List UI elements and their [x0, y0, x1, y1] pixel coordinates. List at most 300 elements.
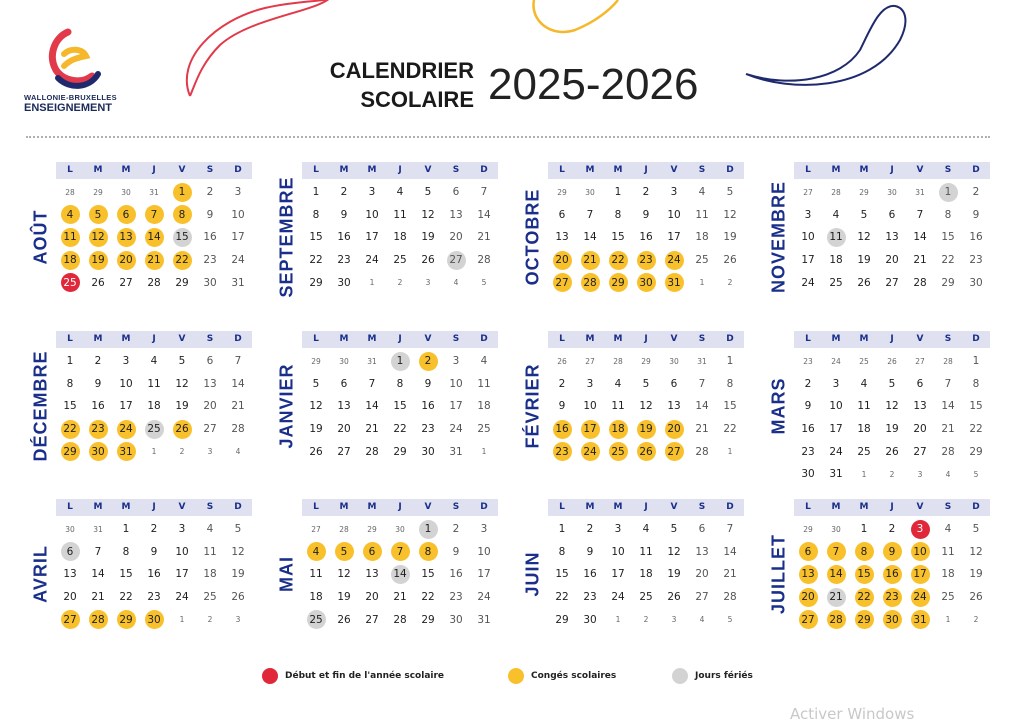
day-number: 11: [203, 545, 217, 558]
day-number: 1: [615, 615, 621, 625]
day-cell: [168, 563, 196, 586]
day-cell: [688, 440, 716, 463]
day-cell: [688, 395, 716, 418]
day-number: 20: [117, 251, 136, 270]
adjacent-month-day: [196, 608, 224, 631]
day-cell: [576, 586, 604, 609]
day-cell: [442, 249, 470, 272]
day-cell: [716, 563, 744, 586]
day-number: 20: [695, 568, 709, 581]
day-number: 6: [799, 542, 818, 561]
day-number: 11: [827, 228, 846, 247]
day-cell: [414, 350, 442, 373]
day-number: 21: [365, 423, 379, 436]
weekday-label: D: [726, 502, 734, 512]
day-number: 27: [203, 423, 217, 436]
day-number: 7: [916, 208, 924, 221]
day-cell: [906, 373, 934, 396]
day-number: 18: [609, 420, 628, 439]
day-cell: [576, 608, 604, 631]
day-number: 7: [145, 205, 164, 224]
day-number: 21: [581, 251, 600, 270]
day-number: 15: [855, 565, 874, 584]
day-number: 31: [665, 273, 684, 292]
weekday-label: D: [234, 502, 242, 512]
day-number: 28: [231, 423, 245, 436]
day-cell: [850, 271, 878, 294]
day-cell: [358, 608, 386, 631]
day-cell: [822, 541, 850, 564]
day-cell: [688, 249, 716, 272]
day-number: 10: [119, 377, 133, 390]
day-number: 13: [63, 568, 77, 581]
month-name-label: AVRIL: [30, 545, 51, 603]
day-cell: [386, 181, 414, 204]
month-novembre: [766, 162, 1012, 312]
day-number: 25: [941, 591, 955, 604]
day-cell: [962, 350, 990, 373]
day-cell: [330, 440, 358, 463]
day-cell: [878, 608, 906, 631]
day-number: 9: [340, 208, 348, 221]
month-name: [766, 499, 792, 649]
day-number: 1: [179, 615, 185, 625]
day-cell: [548, 418, 576, 441]
day-number: 12: [723, 208, 737, 221]
day-number: 9: [972, 208, 980, 221]
day-cell: [850, 418, 878, 441]
day-cell: [548, 226, 576, 249]
month-name: [28, 499, 54, 649]
day-number: 29: [61, 442, 80, 461]
day-number: 20: [337, 423, 351, 436]
day-cell: [822, 204, 850, 227]
month-janvier: [274, 331, 520, 481]
weekday-label: M: [585, 502, 595, 512]
day-cell: [112, 226, 140, 249]
day-cell: [632, 541, 660, 564]
day-cell: [934, 586, 962, 609]
day-number: 28: [393, 613, 407, 626]
day-number: 4: [698, 186, 706, 199]
day-cell: [660, 249, 688, 272]
day-number: 27: [803, 187, 813, 197]
day-number: 8: [614, 208, 622, 221]
weekday-label: D: [480, 334, 488, 344]
day-number: 29: [309, 276, 323, 289]
day-number: 6: [61, 542, 80, 561]
day-number: 10: [365, 208, 379, 221]
day-number: 18: [477, 400, 491, 413]
day-number: 20: [63, 591, 77, 604]
weekday-label: V: [670, 165, 678, 175]
day-cell: [196, 271, 224, 294]
day-cell: [386, 226, 414, 249]
day-number: 5: [424, 186, 432, 199]
day-number: 30: [969, 276, 983, 289]
day-number: 1: [151, 447, 157, 457]
day-number: 23: [583, 591, 597, 604]
day-number: 27: [337, 445, 351, 458]
adjacent-month-day: [302, 518, 330, 541]
day-cell: [688, 373, 716, 396]
day-cell: [140, 608, 168, 631]
day-number: 5: [335, 542, 354, 561]
day-number: 17: [911, 565, 930, 584]
day-cell: [548, 373, 576, 396]
day-cell: [794, 608, 822, 631]
legend-conges: [508, 668, 616, 684]
day-number: 5: [234, 523, 242, 536]
day-number: 3: [670, 186, 678, 199]
day-number: 9: [150, 545, 158, 558]
day-cell: [548, 440, 576, 463]
day-grid: [548, 518, 744, 631]
day-number: 15: [173, 228, 192, 247]
day-number: 22: [609, 251, 628, 270]
day-number: 8: [173, 205, 192, 224]
day-cell: [604, 181, 632, 204]
day-number: 17: [175, 568, 189, 581]
day-number: 8: [419, 542, 438, 561]
day-number: 12: [857, 231, 871, 244]
day-cell: [140, 226, 168, 249]
day-number: 13: [337, 400, 351, 413]
day-grid: [548, 350, 744, 463]
day-grid: [794, 518, 990, 631]
day-number: 20: [885, 254, 899, 267]
weekday-label: L: [67, 334, 73, 344]
day-number: 13: [913, 400, 927, 413]
day-cell: [442, 418, 470, 441]
day-cell: [688, 518, 716, 541]
day-cell: [688, 563, 716, 586]
month-name-label: NOVEMBRE: [768, 180, 789, 294]
day-number: 4: [642, 523, 650, 536]
day-cell: [196, 350, 224, 373]
day-number: 12: [175, 377, 189, 390]
month-name: [520, 162, 546, 312]
day-cell: [386, 586, 414, 609]
day-cell: [716, 204, 744, 227]
day-number: 11: [857, 400, 871, 413]
day-number: 26: [969, 591, 983, 604]
day-grid: [302, 181, 498, 294]
day-cell: [604, 395, 632, 418]
day-number: 7: [94, 545, 102, 558]
day-cell: [140, 204, 168, 227]
day-cell: [576, 440, 604, 463]
month-name-label: SEPTEMBRE: [276, 176, 297, 298]
day-number: 16: [203, 231, 217, 244]
day-cell: [906, 440, 934, 463]
day-number: 12: [969, 545, 983, 558]
day-cell: [632, 440, 660, 463]
legend-label: Congés scolaires: [531, 671, 617, 681]
day-cell: [850, 226, 878, 249]
day-number: 2: [727, 278, 733, 288]
day-number: 2: [973, 615, 979, 625]
weekday-label: M: [859, 165, 869, 175]
day-number: 29: [641, 356, 651, 366]
day-number: 24: [665, 251, 684, 270]
day-number: 25: [307, 610, 326, 629]
day-cell: [470, 395, 498, 418]
day-cell: [470, 518, 498, 541]
adjacent-month-day: [140, 440, 168, 463]
day-number: 19: [637, 420, 656, 439]
weekday-label: S: [698, 165, 706, 175]
day-cell: [168, 350, 196, 373]
day-cell: [822, 586, 850, 609]
weekday-label: S: [944, 502, 952, 512]
day-number: 3: [234, 186, 242, 199]
day-number: 18: [61, 251, 80, 270]
day-cell: [140, 395, 168, 418]
weekday-label: M: [585, 334, 595, 344]
day-cell: [548, 541, 576, 564]
day-cell: [822, 563, 850, 586]
day-number: 24: [611, 591, 625, 604]
day-number: 11: [695, 208, 709, 221]
day-number: 23: [337, 254, 351, 267]
day-cell: [442, 373, 470, 396]
adjacent-month-day: [84, 181, 112, 204]
day-number: 2: [558, 377, 566, 390]
adjacent-month-day: [878, 463, 906, 486]
adjacent-month-day: [112, 181, 140, 204]
day-cell: [224, 181, 252, 204]
day-number: 3: [122, 355, 130, 368]
month-name-label: JUILLET: [768, 533, 789, 615]
day-cell: [604, 518, 632, 541]
day-cell: [414, 395, 442, 418]
day-number: 5: [973, 469, 979, 479]
day-cell: [878, 373, 906, 396]
day-cell: [822, 395, 850, 418]
month-name: [274, 331, 300, 481]
day-number: 23: [147, 591, 161, 604]
day-number: 22: [119, 591, 133, 604]
day-cell: [934, 271, 962, 294]
day-number: 25: [859, 356, 869, 366]
day-cell: [470, 226, 498, 249]
day-cell: [330, 204, 358, 227]
adjacent-month-day: [168, 440, 196, 463]
adjacent-month-day: [330, 350, 358, 373]
day-number: 31: [93, 524, 103, 534]
weekday-label: J: [890, 502, 894, 512]
day-cell: [934, 518, 962, 541]
day-cell: [56, 249, 84, 272]
day-number: 29: [557, 187, 567, 197]
day-number: 13: [555, 231, 569, 244]
day-number: 26: [887, 356, 897, 366]
day-cell: [850, 563, 878, 586]
day-cell: [168, 418, 196, 441]
adjacent-month-day: [794, 350, 822, 373]
day-number: 24: [829, 445, 843, 458]
day-number: 21: [393, 591, 407, 604]
day-cell: [330, 249, 358, 272]
day-number: 1: [122, 523, 130, 536]
day-number: 7: [234, 355, 242, 368]
day-cell: [850, 608, 878, 631]
day-cell: [470, 541, 498, 564]
day-number: 1: [945, 615, 951, 625]
day-cell: [84, 350, 112, 373]
day-grid: [56, 350, 252, 463]
day-number: 4: [307, 542, 326, 561]
day-number: 31: [911, 610, 930, 629]
day-cell: [906, 563, 934, 586]
weekday-label: D: [972, 502, 980, 512]
day-cell: [112, 249, 140, 272]
day-cell: [878, 518, 906, 541]
day-cell: [56, 350, 84, 373]
day-cell: [878, 563, 906, 586]
day-number: 29: [367, 524, 377, 534]
day-number: 22: [723, 423, 737, 436]
day-number: 8: [726, 377, 734, 390]
weekday-label: D: [480, 502, 488, 512]
weekday-label: M: [367, 165, 377, 175]
day-number: 18: [203, 568, 217, 581]
adjacent-month-day: [632, 608, 660, 631]
day-number: 23: [421, 423, 435, 436]
day-number: 6: [916, 377, 924, 390]
adjacent-month-day: [962, 608, 990, 631]
adjacent-month-day: [56, 181, 84, 204]
day-number: 23: [89, 420, 108, 439]
weekday-label: J: [152, 165, 156, 175]
day-cell: [224, 204, 252, 227]
day-cell: [302, 249, 330, 272]
day-number: 9: [642, 208, 650, 221]
day-cell: [632, 518, 660, 541]
day-cell: [386, 418, 414, 441]
day-cell: [878, 226, 906, 249]
day-number: 5: [642, 377, 650, 390]
day-number: 15: [421, 568, 435, 581]
weekday-label: M: [585, 165, 595, 175]
day-number: 19: [231, 568, 245, 581]
day-cell: [358, 418, 386, 441]
day-cell: [716, 586, 744, 609]
day-cell: [632, 181, 660, 204]
day-cell: [632, 204, 660, 227]
legend-label: Début et fin de l'année scolaire: [285, 671, 445, 681]
day-cell: [576, 373, 604, 396]
day-number: 16: [421, 400, 435, 413]
day-cell: [414, 563, 442, 586]
day-cell: [224, 350, 252, 373]
day-number: 1: [972, 355, 980, 368]
day-number: 25: [695, 254, 709, 267]
weekday-label: L: [805, 502, 811, 512]
day-number: 24: [911, 588, 930, 607]
day-number: 2: [419, 352, 438, 371]
day-number: 9: [883, 542, 902, 561]
day-number: 19: [421, 231, 435, 244]
day-cell: [548, 204, 576, 227]
day-number: 25: [857, 445, 871, 458]
day-number: 21: [913, 254, 927, 267]
month-name-label: JUIN: [522, 551, 543, 597]
day-cell: [906, 541, 934, 564]
weekday-label: M: [93, 502, 103, 512]
adjacent-month-day: [688, 608, 716, 631]
weekday-label: M: [613, 165, 623, 175]
adjacent-month-day: [548, 181, 576, 204]
day-number: 25: [61, 273, 80, 292]
day-number: 30: [449, 613, 463, 626]
day-number: 29: [311, 356, 321, 366]
weekday-header: [794, 331, 990, 348]
day-number: 29: [609, 273, 628, 292]
day-cell: [414, 373, 442, 396]
day-cell: [604, 249, 632, 272]
day-number: 19: [667, 568, 681, 581]
day-number: 4: [206, 523, 214, 536]
day-number: 6: [340, 377, 348, 390]
day-number: 3: [207, 447, 213, 457]
day-cell: [794, 204, 822, 227]
day-number: 7: [391, 542, 410, 561]
weekday-label: V: [670, 502, 678, 512]
day-number: 11: [639, 545, 653, 558]
day-number: 24: [175, 591, 189, 604]
day-number: 28: [827, 610, 846, 629]
day-cell: [660, 395, 688, 418]
day-number: 28: [339, 524, 349, 534]
day-cell: [576, 204, 604, 227]
weekday-label: L: [67, 502, 73, 512]
day-number: 5: [727, 615, 733, 625]
day-number: 10: [449, 377, 463, 390]
day-number: 18: [309, 591, 323, 604]
day-cell: [56, 395, 84, 418]
day-cell: [604, 563, 632, 586]
day-cell: [850, 586, 878, 609]
day-number: 4: [480, 355, 488, 368]
day-cell: [822, 373, 850, 396]
month-name: [28, 331, 54, 481]
adjacent-month-day: [140, 181, 168, 204]
day-cell: [470, 586, 498, 609]
adjacent-month-day: [224, 608, 252, 631]
day-cell: [84, 440, 112, 463]
day-cell: [224, 373, 252, 396]
weekday-label: J: [398, 165, 402, 175]
day-cell: [822, 226, 850, 249]
weekday-label: M: [93, 334, 103, 344]
day-cell: [576, 541, 604, 564]
day-number: 1: [66, 355, 74, 368]
adjacent-month-day: [224, 440, 252, 463]
day-cell: [660, 204, 688, 227]
weekday-label: V: [424, 165, 432, 175]
day-grid: [548, 181, 744, 294]
day-number: 22: [393, 423, 407, 436]
day-number: 29: [175, 276, 189, 289]
day-number: 11: [61, 228, 80, 247]
day-cell: [794, 463, 822, 486]
day-cell: [660, 586, 688, 609]
weekday-label: S: [944, 165, 952, 175]
day-cell: [56, 563, 84, 586]
day-cell: [112, 395, 140, 418]
